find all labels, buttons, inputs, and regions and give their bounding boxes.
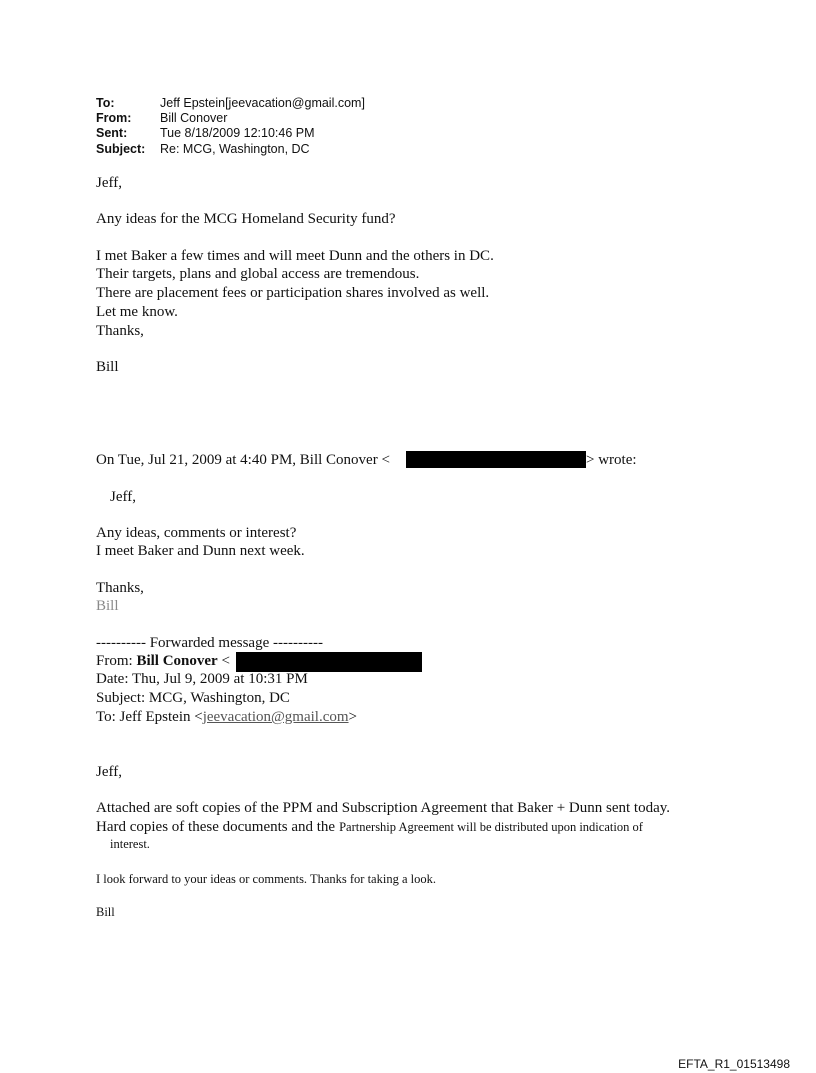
- to-label: To:: [96, 96, 115, 110]
- body-paragraph-line: There are placement fees or participation shares involved as well.: [96, 285, 490, 301]
- quoted-greeting: Jeff,: [110, 489, 136, 505]
- quoted-line: I meet Baker and Dunn next week.: [96, 543, 305, 559]
- forwarded-hard-copies-b: Partnership Agreement will be distributed upon indication of: [339, 820, 643, 834]
- body-greeting: Jeff,: [96, 175, 122, 191]
- redaction-bar: [236, 652, 422, 672]
- body-thanks: Thanks,: [96, 323, 144, 339]
- forwarded-to-prefix: To: Jeff Epstein <: [96, 709, 203, 725]
- header-subject-row: [96, 142, 310, 157]
- forwarded-signature: Bill: [96, 905, 115, 919]
- forwarded-greeting: Jeff,: [96, 764, 122, 780]
- sent-label: Sent:: [96, 126, 128, 140]
- quoted-thanks: Thanks,: [96, 580, 144, 596]
- forwarded-to-suffix: >: [348, 709, 358, 725]
- sent-value: Tue 8/18/2009 12:10:46 PM: [160, 126, 315, 140]
- body-paragraph-line: Their targets, plans and global access are tremendous.: [96, 266, 420, 282]
- to-value: Jeff Epstein[jeevacation@gmail.com]: [160, 96, 365, 110]
- forwarded-closing: I look forward to your ideas or comments. Thanks for taking a look.: [96, 872, 436, 886]
- forwarded-attached-line: Attached are soft copies of the PPM and Subscription Agreement that Baker + Dunn sent today.: [96, 800, 671, 816]
- document-id: EFTA_R1_01513498: [678, 1057, 790, 1071]
- forwarded-hard-copies-c: interest.: [110, 837, 150, 851]
- header-from-row: [96, 111, 227, 126]
- forwarded-from-label: From:: [96, 653, 133, 669]
- header-sent-row: [96, 126, 315, 141]
- body-paragraph-line: Let me know.: [96, 304, 178, 320]
- quoted-intro-suffix: > wrote:: [586, 452, 637, 468]
- forwarded-hard-copies-line: [96, 818, 643, 837]
- forwarded-subject: Subject: MCG, Washington, DC: [96, 690, 290, 706]
- body-question: Any ideas for the MCG Homeland Security fund?: [96, 211, 396, 227]
- subject-label: Subject:: [96, 142, 146, 156]
- forwarded-from-row: [96, 652, 230, 671]
- forwarded-from-open: <: [221, 653, 230, 669]
- forwarded-from-name: Bill Conover: [136, 653, 218, 669]
- redaction-bar: [406, 451, 586, 468]
- forwarded-hard-copies-a: Hard copies of these documents and the: [96, 819, 336, 835]
- forwarded-date: Date: Thu, Jul 9, 2009 at 10:31 PM: [96, 671, 308, 687]
- quoted-signature: Bill: [96, 598, 119, 614]
- forwarded-to-email-link[interactable]: jeevacation@gmail.com: [202, 709, 349, 725]
- subject-value: Re: MCG, Washington, DC: [160, 142, 310, 156]
- forwarded-to-row: [96, 708, 357, 727]
- quoted-line: Any ideas, comments or interest?: [96, 525, 297, 541]
- body-signature: Bill: [96, 359, 119, 375]
- from-value: Bill Conover: [160, 111, 228, 125]
- header-to-row: [96, 96, 365, 111]
- from-label: From:: [96, 111, 132, 125]
- quoted-intro-prefix: On Tue, Jul 21, 2009 at 4:40 PM, Bill Conover <: [96, 452, 390, 468]
- forwarded-separator: ---------- Forwarded message ----------: [96, 635, 323, 651]
- body-paragraph-line: I met Baker a few times and will meet Dunn and the others in DC.: [96, 248, 494, 264]
